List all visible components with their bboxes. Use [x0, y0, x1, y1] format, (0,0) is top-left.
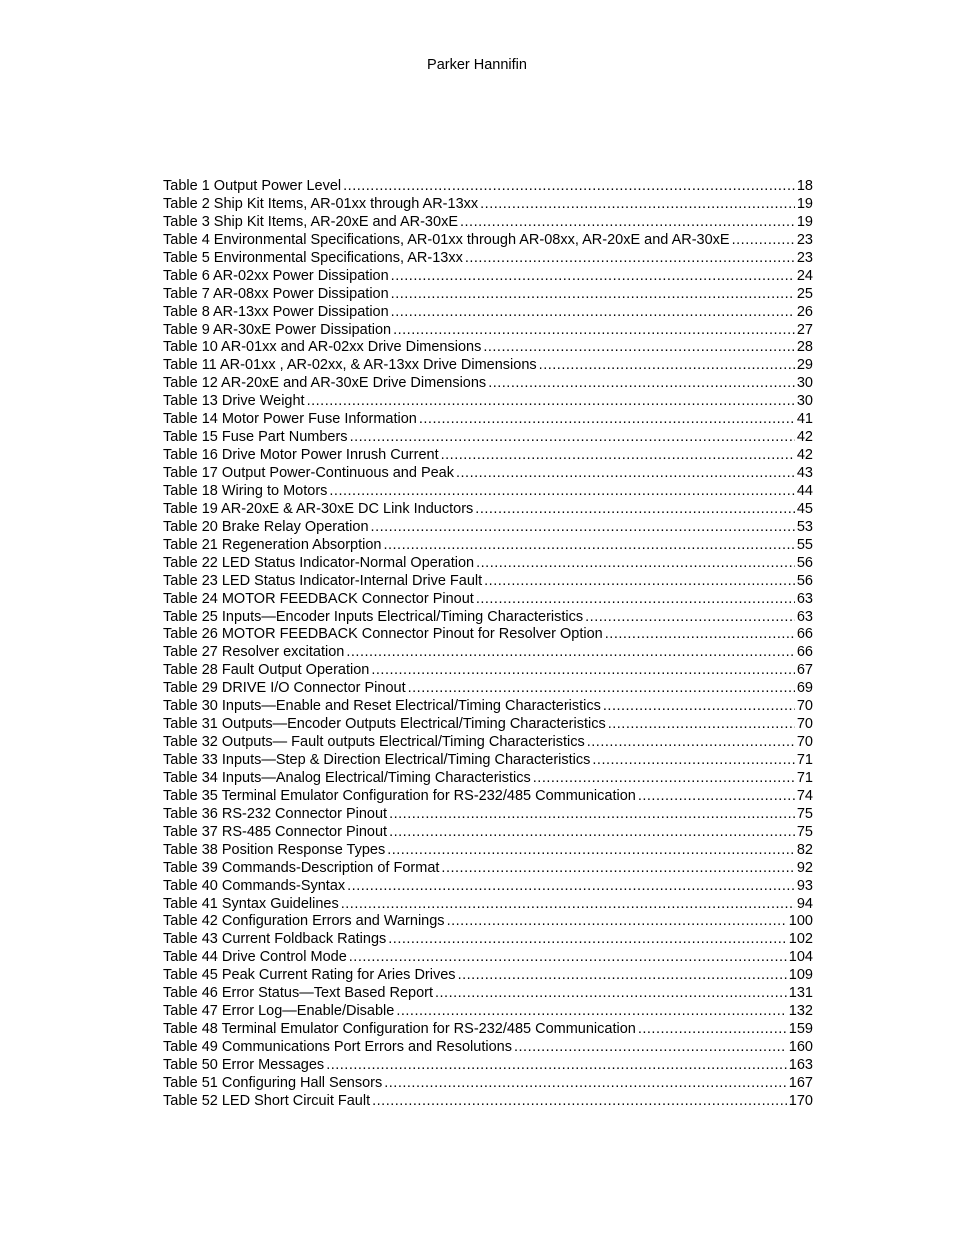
toc-entry-title: Table 41 Syntax Guidelines: [163, 895, 339, 912]
toc-entry-page: 104: [788, 949, 813, 966]
toc-entry-page: 63: [796, 590, 813, 607]
toc-entry[interactable]: [163, 304, 813, 322]
toc-entry-title: Table 2 Ship Kit Items, AR-01xx through AR-13xx: [163, 195, 479, 212]
toc-entry-page: 27: [796, 321, 813, 338]
dot-leader: [458, 967, 787, 985]
toc-entry-title: Table 15 Fuse Part Numbers: [163, 429, 348, 446]
toc-entry-page: 29: [796, 357, 813, 374]
toc-entry-title: Table 49 Communications Port Errors and Resolutions: [163, 1039, 512, 1055]
toc-entry-page: 132: [788, 1003, 813, 1020]
header-title: Parker Hannifin: [427, 57, 527, 73]
toc-entry-page: 70: [796, 734, 813, 751]
dot-leader: [514, 1039, 787, 1057]
toc-entry-page: 30: [796, 375, 813, 392]
toc-entry[interactable]: [163, 788, 813, 806]
toc-entry[interactable]: [163, 232, 813, 250]
toc-entry-title: Table 20 Brake Relay Operation: [163, 518, 369, 535]
toc-entry[interactable]: [163, 268, 813, 286]
dot-leader: [383, 537, 794, 555]
toc-entry-page: 74: [796, 787, 813, 804]
toc-entry-title: Table 11 AR-01xx , AR-02xx, & AR-13xx Drive Dimensions: [163, 357, 537, 374]
toc-entry-page: 45: [796, 500, 813, 517]
toc-entry-page: 170: [788, 1092, 813, 1109]
toc-entry[interactable]: [163, 357, 813, 375]
dot-leader: [419, 411, 795, 429]
dot-leader: [350, 429, 795, 447]
dot-leader: [585, 609, 795, 627]
dot-leader: [476, 591, 795, 609]
toc-entry-page: 71: [796, 769, 813, 786]
dot-leader: [307, 393, 795, 411]
toc-entry-title: Table 14 Motor Power Fuse Information: [163, 411, 417, 428]
toc-entry-page: 19: [796, 213, 813, 230]
dot-leader: [460, 214, 795, 232]
toc-entry[interactable]: [163, 931, 813, 949]
dot-leader: [638, 1021, 787, 1039]
dot-leader: [608, 716, 795, 734]
toc-entry-page: 159: [788, 1021, 813, 1038]
dot-leader: [372, 1093, 787, 1111]
toc-entry-title: Table 24 MOTOR FEEDBACK Connector Pinout: [163, 590, 474, 607]
toc-entry[interactable]: [163, 1003, 813, 1021]
toc-entry[interactable]: [163, 896, 813, 914]
toc-entry-page: 30: [796, 393, 813, 410]
dot-leader: [539, 357, 795, 375]
toc-entry-page: 41: [796, 411, 813, 428]
toc-entry[interactable]: [163, 824, 813, 842]
toc-entry[interactable]: [163, 1039, 813, 1057]
dot-leader: [488, 375, 795, 393]
toc-entry-page: 18: [796, 178, 813, 194]
toc-entry-title: Table 31 Outputs—Encoder Outputs Electrical/Timing Characteristics: [163, 716, 606, 733]
toc-entry-title: Table 29 DRIVE I/O Connector Pinout: [163, 680, 406, 697]
toc-entry-page: 69: [796, 680, 813, 697]
toc-entry-title: Table 35 Terminal Emulator Configuration for RS-232/485 Communication: [163, 787, 636, 804]
toc-entry-title: Table 5 Environmental Specifications, AR-13xx: [163, 249, 463, 266]
toc-entry[interactable]: [163, 411, 813, 429]
toc-entry[interactable]: [163, 465, 813, 483]
toc-entry[interactable]: [163, 878, 813, 896]
toc-entry-title: Table 50 Error Messages: [163, 1056, 325, 1073]
toc-entry-page: 70: [796, 716, 813, 733]
toc-entry-page: 92: [796, 859, 813, 876]
dot-leader: [447, 913, 787, 931]
dot-leader: [408, 680, 795, 698]
dot-leader: [326, 1057, 787, 1075]
toc-entry-title: Table 1 Output Power Level: [163, 178, 342, 194]
toc-entry-page: 23: [796, 231, 813, 248]
toc-entry[interactable]: [163, 322, 813, 340]
toc-entry-title: Table 38 Position Response Types: [163, 841, 386, 858]
toc-entry-title: Table 12 AR-20xE and AR-30xE Drive Dimensions: [163, 375, 487, 392]
toc-entry-page: 100: [788, 913, 813, 930]
dot-leader: [329, 483, 794, 501]
toc-entry-page: 75: [796, 805, 813, 822]
toc-entry[interactable]: [163, 1021, 813, 1039]
toc-entry-title: Table 37 RS-485 Connector Pinout: [163, 823, 388, 840]
toc-entry-page: 109: [788, 967, 813, 984]
toc-entry-page: 42: [796, 447, 813, 464]
toc-entry-page: 94: [796, 895, 813, 912]
dot-leader: [391, 268, 795, 286]
toc-entry-title: Table 19 AR-20xE & AR-30xE DC Link Inductors: [163, 500, 474, 517]
toc-entry[interactable]: [163, 662, 813, 680]
toc-entry[interactable]: [163, 770, 813, 788]
toc-entry-title: Table 46 Error Status—Text Based Report: [163, 985, 433, 1002]
toc-entry[interactable]: [163, 429, 813, 447]
dot-leader: [441, 447, 795, 465]
dot-leader: [465, 250, 795, 268]
toc-entry-title: Table 25 Inputs—Encoder Inputs Electrical/Timing Characteristics: [163, 608, 584, 625]
toc-entry[interactable]: [163, 860, 813, 878]
toc-entry[interactable]: [163, 447, 813, 465]
dot-leader: [396, 1003, 786, 1021]
toc-entry[interactable]: [163, 375, 813, 393]
toc-entry-title: Table 42 Configuration Errors and Warnings: [163, 913, 445, 930]
toc-entry[interactable]: [163, 698, 813, 716]
toc-entry[interactable]: [163, 644, 813, 662]
toc-entry-title: Table 34 Inputs—Analog Electrical/Timing Characteristics: [163, 769, 531, 786]
toc-entry[interactable]: [163, 519, 813, 537]
toc-entry-page: 163: [788, 1056, 813, 1073]
toc-entry-page: 66: [796, 644, 813, 661]
toc-entry[interactable]: [163, 913, 813, 931]
toc-entry[interactable]: [163, 734, 813, 752]
toc-entry[interactable]: [163, 680, 813, 698]
toc-entry-page: 25: [796, 285, 813, 302]
dot-leader: [387, 842, 795, 860]
dot-leader: [435, 985, 787, 1003]
toc-entry[interactable]: [163, 501, 813, 519]
dot-leader: [603, 698, 795, 716]
dot-leader: [391, 286, 795, 304]
toc-entry-title: Table 10 AR-01xx and AR-02xx Drive Dimensions: [163, 339, 482, 356]
toc-entry-title: Table 43 Current Foldback Ratings: [163, 931, 387, 948]
dot-leader: [441, 860, 794, 878]
toc-entry-page: 167: [788, 1074, 813, 1091]
toc-entry-page: 55: [796, 536, 813, 553]
toc-entry-title: Table 26 MOTOR FEEDBACK Connector Pinout for Resolver Option: [163, 626, 603, 643]
dot-leader: [389, 806, 795, 824]
toc-entry-title: Table 33 Inputs—Step & Direction Electrical/Timing Characteristics: [163, 752, 591, 768]
dot-leader: [732, 232, 795, 250]
toc-entry-title: Table 45 Peak Current Rating for Aries Drives: [163, 967, 456, 984]
toc-entry[interactable]: [163, 339, 813, 357]
toc-entry-title: Table 6 AR-02xx Power Dissipation: [163, 267, 389, 284]
toc-entry-title: Table 23 LED Status Indicator-Internal Drive Fault: [163, 572, 483, 589]
toc-entry[interactable]: [163, 842, 813, 860]
toc-entry-page: 160: [788, 1039, 813, 1055]
dot-leader: [371, 662, 795, 680]
toc-entry-page: 71: [796, 752, 813, 768]
toc-entry[interactable]: [163, 250, 813, 268]
dot-leader: [349, 949, 787, 967]
toc-entry-title: Table 21 Regeneration Absorption: [163, 536, 382, 553]
toc-entry[interactable]: [163, 573, 813, 591]
dot-leader: [475, 501, 795, 519]
toc-entry-page: 56: [796, 572, 813, 589]
toc-entry[interactable]: [163, 286, 813, 304]
toc-entry[interactable]: [163, 985, 813, 1003]
toc-entry[interactable]: [163, 591, 813, 609]
toc-entry-title: Table 9 AR-30xE Power Dissipation: [163, 321, 392, 338]
toc-entry-page: 19: [796, 195, 813, 212]
toc-entry-title: Table 4 Environmental Specifications, AR-01xx through AR-08xx, AR-20xE and AR-30xE: [163, 231, 730, 248]
toc-entry-title: Table 30 Inputs—Enable and Reset Electrical/Timing Characteristics: [163, 698, 601, 715]
toc-entry-page: 28: [796, 339, 813, 356]
toc-entry[interactable]: [163, 1075, 813, 1093]
toc-entry-page: 44: [796, 482, 813, 499]
toc-entry-page: 66: [796, 626, 813, 643]
toc-entry[interactable]: [163, 393, 813, 411]
toc-entry-page: 67: [796, 662, 813, 679]
toc-entry-page: 93: [796, 877, 813, 894]
toc-entry-page: 70: [796, 698, 813, 715]
toc-entry[interactable]: [163, 967, 813, 985]
toc-entry[interactable]: [163, 1093, 813, 1111]
dot-leader: [480, 196, 795, 214]
dot-leader: [384, 1075, 787, 1093]
dot-leader: [389, 824, 795, 842]
toc-entry-title: Table 40 Commands-Syntax: [163, 877, 346, 894]
toc-entry[interactable]: [163, 716, 813, 734]
toc-entry-title: Table 7 AR-08xx Power Dissipation: [163, 285, 389, 302]
dot-leader: [587, 734, 795, 752]
toc-entry-page: 102: [788, 931, 813, 948]
dot-leader: [605, 626, 795, 644]
toc-entry-title: Table 48 Terminal Emulator Configuration for RS-232/485 Communication: [163, 1021, 636, 1038]
toc-entry-page: 42: [796, 429, 813, 446]
toc-entry-title: Table 28 Fault Output Operation: [163, 662, 370, 679]
toc-entry-title: Table 18 Wiring to Motors: [163, 482, 328, 499]
toc-entry-title: Table 13 Drive Weight: [163, 393, 305, 410]
dot-leader: [393, 322, 795, 340]
toc-entry-title: Table 44 Drive Control Mode: [163, 949, 347, 966]
toc-entry[interactable]: [163, 537, 813, 555]
dot-leader: [484, 573, 795, 591]
dot-leader: [533, 770, 795, 788]
toc-entry-title: Table 36 RS-232 Connector Pinout: [163, 805, 388, 822]
toc-entry[interactable]: [163, 949, 813, 967]
dot-leader: [456, 465, 795, 483]
toc-entry-title: Table 32 Outputs— Fault outputs Electrical/Timing Characteristics: [163, 734, 585, 751]
toc-entry-page: 23: [796, 249, 813, 266]
toc-entry-title: Table 17 Output Power-Continuous and Peak: [163, 465, 454, 481]
dot-leader: [371, 519, 795, 537]
toc-entry-page: 56: [796, 554, 813, 571]
toc-entry[interactable]: [163, 1057, 813, 1075]
toc-entry[interactable]: [163, 555, 813, 573]
dot-leader: [347, 878, 795, 896]
toc-entry-title: Table 3 Ship Kit Items, AR-20xE and AR-30xE: [163, 213, 458, 230]
toc-entry-title: Table 27 Resolver excitation: [163, 644, 345, 661]
toc-entry-page: 131: [788, 985, 813, 1002]
toc-entry-title: Table 51 Configuring Hall Sensors: [163, 1074, 383, 1091]
dot-leader: [346, 644, 795, 662]
dot-leader: [343, 178, 795, 196]
page-header: [0, 56, 954, 74]
table-of-tables: [163, 178, 813, 1111]
dot-leader: [341, 896, 795, 914]
toc-entry-title: Table 39 Commands-Description of Format: [163, 859, 440, 876]
dot-leader: [388, 931, 787, 949]
dot-leader: [391, 304, 795, 322]
toc-entry-title: Table 8 AR-13xx Power Dissipation: [163, 303, 389, 320]
toc-entry[interactable]: [163, 626, 813, 644]
toc-entry[interactable]: [163, 806, 813, 824]
dot-leader: [592, 752, 794, 770]
dot-leader: [483, 339, 795, 357]
toc-entry[interactable]: [163, 609, 813, 627]
toc-entry-page: 24: [796, 267, 813, 284]
dot-leader: [476, 555, 795, 573]
toc-entry-page: 75: [796, 823, 813, 840]
toc-entry-title: Table 47 Error Log—Enable/Disable: [163, 1003, 395, 1020]
toc-entry[interactable]: [163, 752, 813, 770]
toc-entry[interactable]: [163, 196, 813, 214]
toc-entry[interactable]: [163, 178, 813, 196]
toc-entry-page: 53: [796, 518, 813, 535]
toc-entry[interactable]: [163, 214, 813, 232]
toc-entry-page: 63: [796, 608, 813, 625]
toc-entry[interactable]: [163, 483, 813, 501]
dot-leader: [638, 788, 795, 806]
toc-entry-title: Table 52 LED Short Circuit Fault: [163, 1092, 371, 1109]
toc-entry-page: 26: [796, 303, 813, 320]
toc-entry-title: Table 16 Drive Motor Power Inrush Current: [163, 447, 439, 464]
toc-entry-title: Table 22 LED Status Indicator-Normal Operation: [163, 554, 475, 571]
toc-entry-page: 43: [796, 465, 813, 481]
toc-entry-page: 82: [796, 841, 813, 858]
